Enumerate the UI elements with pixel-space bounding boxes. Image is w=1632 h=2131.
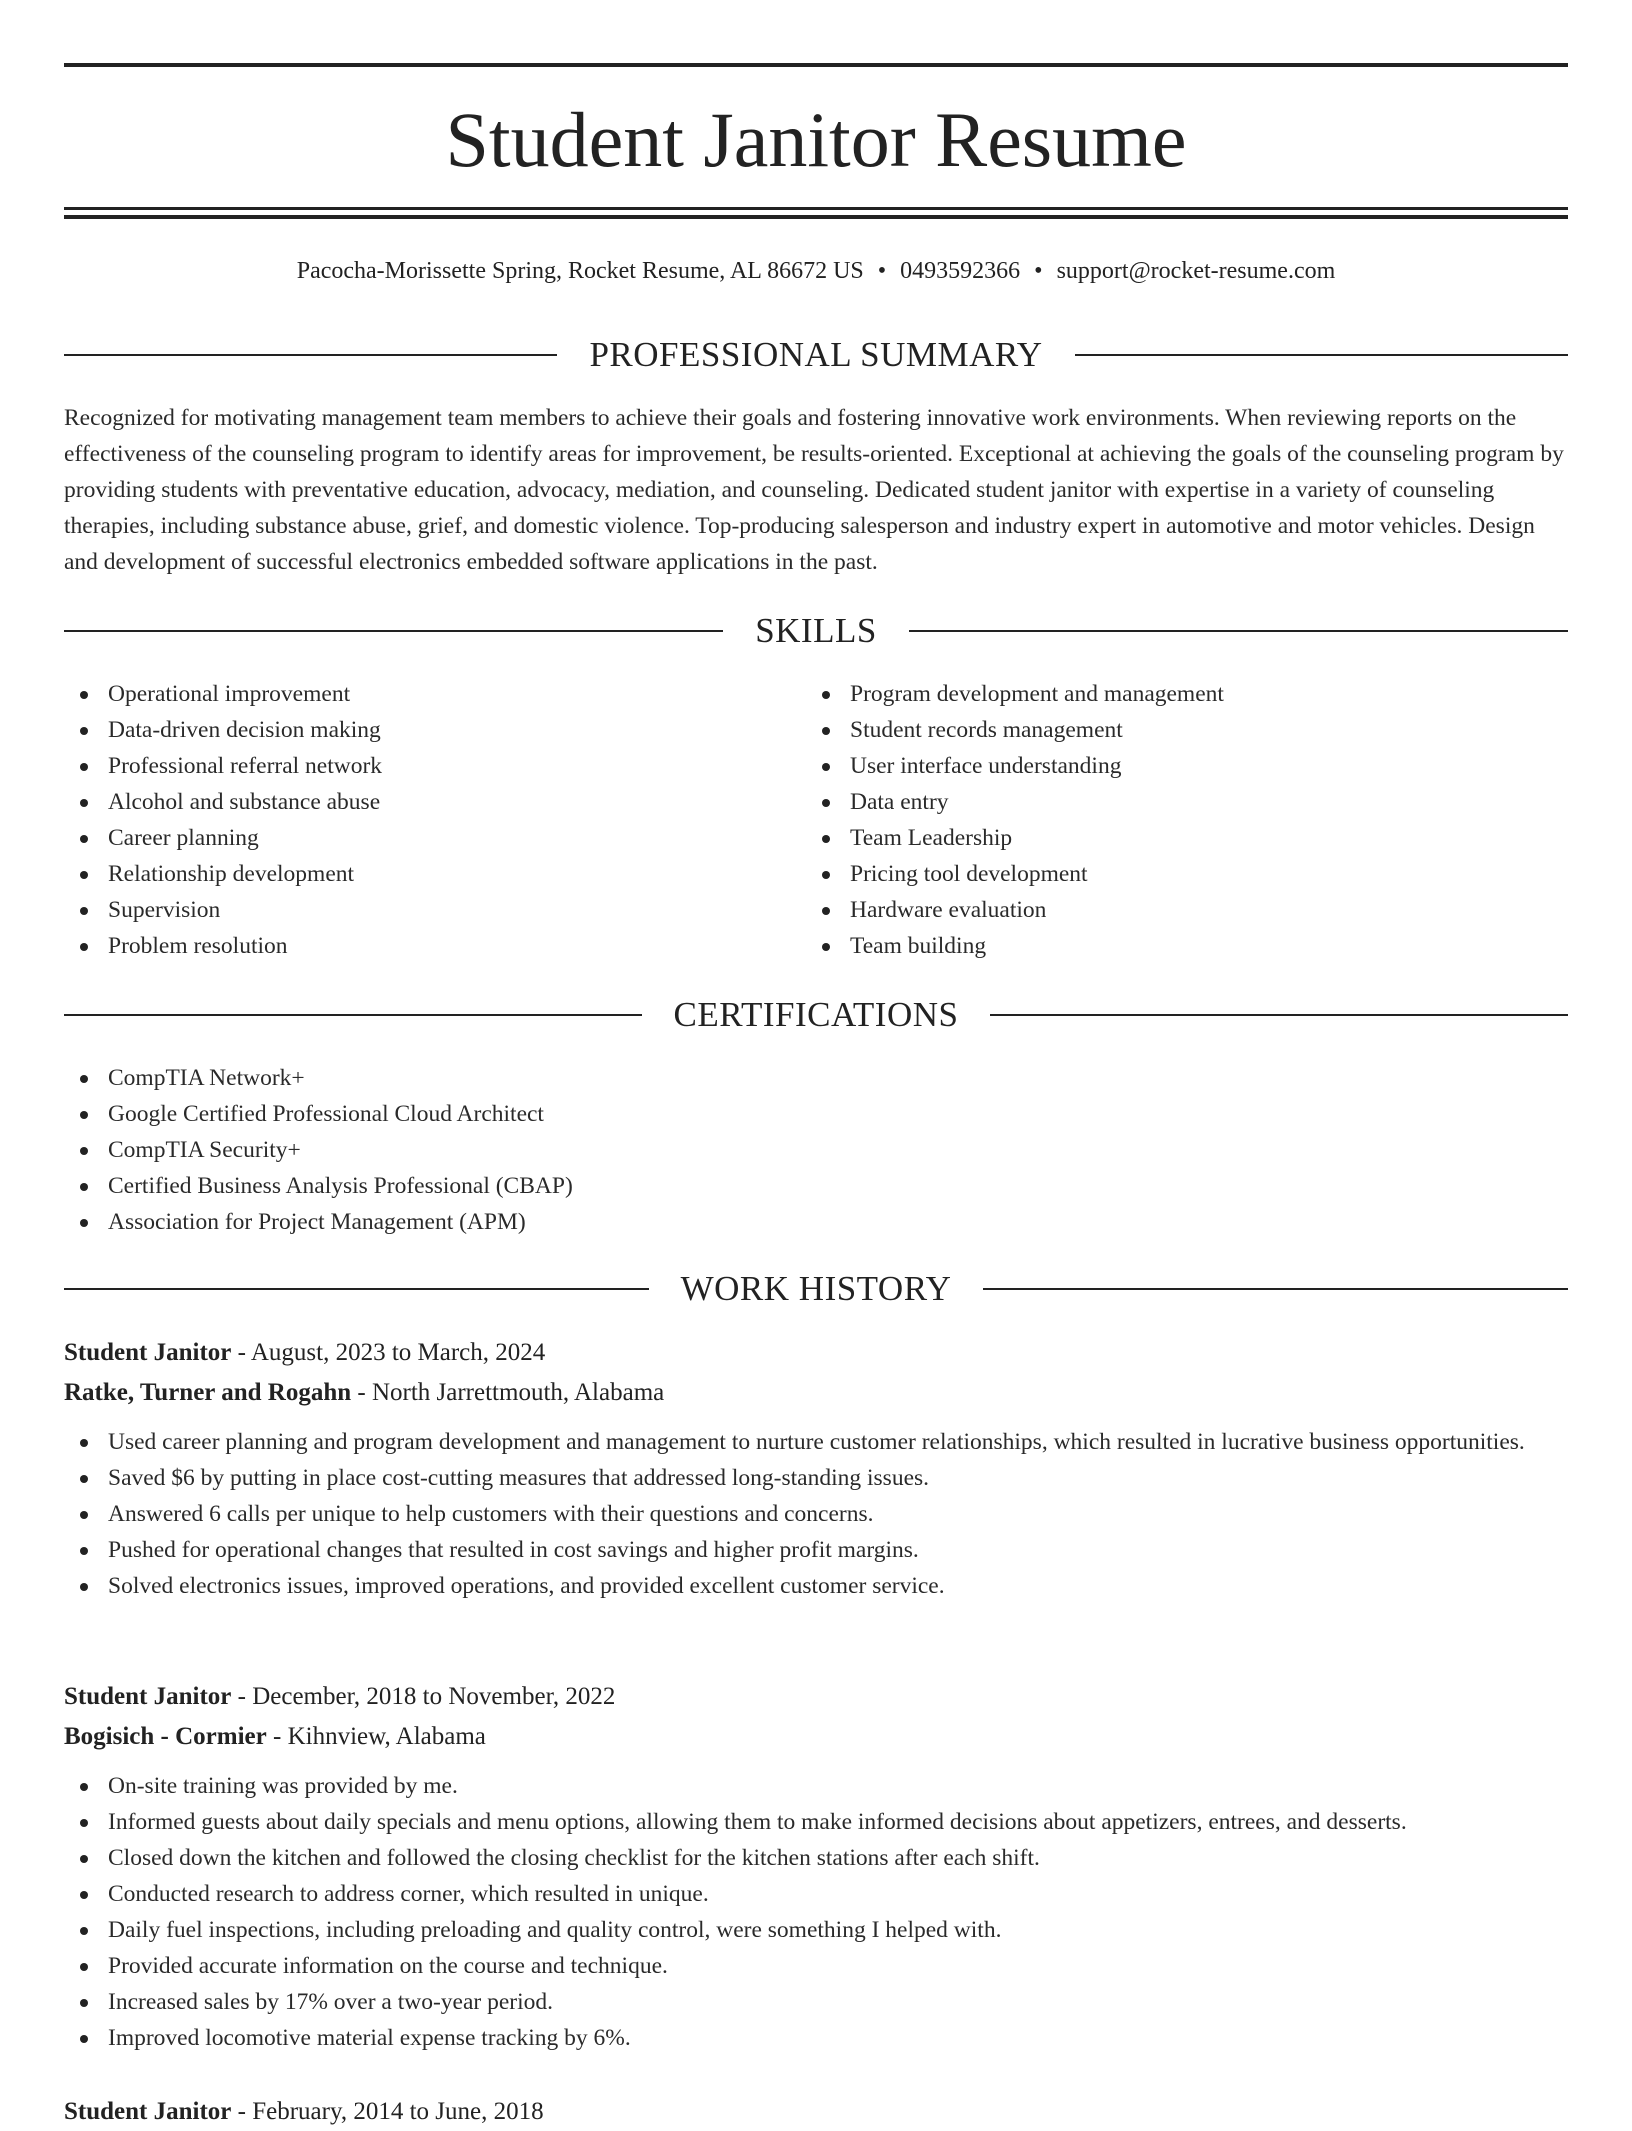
job-company-line: Bogisich - Cormier - Kihnview, Alabama [64, 1723, 486, 1750]
top-rule [64, 63, 1568, 67]
job-bullet: Provided accurate information on the course and technique. [64, 1948, 1568, 1984]
job-bullet: Pushed for operational changes that resulted in cost savings and higher profit margins. [64, 1532, 1568, 1568]
job-bullet: Improved locomotive material expense tracking by 6%. [64, 2020, 1568, 2056]
work-history-section-heading [64, 1267, 1568, 1311]
job-bullet: Closed down the kitchen and followed the closing checklist for the kitchen stations after each shift. [64, 1840, 1568, 1876]
skill-item: Supervision [64, 892, 804, 928]
resume-title: Student Janitor Resume [445, 96, 1187, 183]
skills-list-right [806, 676, 1546, 964]
heading-rule [909, 630, 1568, 632]
certifications-list [64, 1060, 1568, 1240]
job-bullets [64, 1424, 1568, 1604]
skill-item: Relationship development [64, 856, 804, 892]
contact-separator: • [1034, 258, 1043, 284]
job-title-line: Student Janitor - February, 2014 to June, 2018 [64, 2098, 544, 2125]
skill-item: Program development and management [806, 676, 1546, 712]
heading-rule [983, 1288, 1568, 1290]
job-title-line: Student Janitor - August, 2023 to March, 2024 [64, 1339, 546, 1366]
heading-rule [64, 630, 723, 632]
contact-email: support@rocket-resume.com [1056, 258, 1336, 284]
work-history-heading-label: WORK HISTORY [680, 1269, 952, 1308]
title-rule-lower [64, 215, 1568, 219]
contact-line [64, 254, 1568, 288]
skill-item: Professional referral network [64, 748, 804, 784]
title-rule-upper [64, 207, 1568, 210]
summary-heading-label: PROFESSIONAL SUMMARY [589, 335, 1043, 374]
contact-address: Pacocha-Morissette Spring, Rocket Resume, AL 86672 US [296, 258, 864, 284]
job-title: Student Janitor [64, 1683, 232, 1710]
skills-list-left [64, 676, 804, 964]
skill-item: Student records management [806, 712, 1546, 748]
job-entry [64, 1334, 1568, 1604]
job-bullet: Conducted research to address corner, which resulted in unique. [64, 1876, 1568, 1912]
job-dates: August, 2023 to March, 2024 [250, 1339, 546, 1366]
heading-rule [64, 354, 557, 356]
job-entry [64, 1678, 1568, 2056]
certifications-section-heading [64, 993, 1568, 1037]
certification-item: Certified Business Analysis Professional (CBAP) [64, 1168, 1568, 1204]
certification-item: CompTIA Security+ [64, 1132, 1568, 1168]
job-company-line: Ratke, Turner and Rogahn - North Jarrettmouth, Alabama [64, 1379, 665, 1406]
job-bullet: Daily fuel inspections, including preloading and quality control, were something I helped with. [64, 1912, 1568, 1948]
certification-item: Google Certified Professional Cloud Architect [64, 1096, 1568, 1132]
contact-phone: 0493592366 [900, 258, 1021, 284]
job-bullets [64, 1768, 1568, 2056]
job-bullet: On-site training was provided by me. [64, 1768, 1568, 1804]
summary-section-heading [64, 333, 1568, 377]
skills-heading-label: SKILLS [755, 611, 877, 650]
skill-item: Operational improvement [64, 676, 804, 712]
job-dates: February, 2014 to June, 2018 [252, 2098, 544, 2125]
job-bullet: Saved $6 by putting in place cost-cutting measures that addressed long-standing issues. [64, 1460, 1568, 1496]
skill-item: Problem resolution [64, 928, 804, 964]
job-location: Kihnview, Alabama [287, 1723, 486, 1750]
skill-item: Career planning [64, 820, 804, 856]
certification-item: Association for Project Management (APM) [64, 1204, 1568, 1240]
job-title-line: Student Janitor - December, 2018 to November, 2022 [64, 1683, 616, 1710]
job-entry [64, 2093, 1568, 2131]
skills-section-heading [64, 609, 1568, 653]
job-bullet: Solved electronics issues, improved operations, and provided excellent customer service. [64, 1568, 1568, 1604]
job-company: Ratke, Turner and Rogahn [64, 1379, 352, 1406]
job-dates: December, 2018 to November, 2022 [252, 1683, 616, 1710]
job-bullet: Answered 6 calls per unique to help customers with their questions and concerns. [64, 1496, 1568, 1532]
job-company: Bogisich - Cormier [64, 1723, 267, 1750]
skill-item: Pricing tool development [806, 856, 1546, 892]
job-title: Student Janitor [64, 2098, 232, 2125]
job-bullet: Used career planning and program development and management to nurture customer relationships, which resulted in lucrative business opportunities. [64, 1424, 1568, 1460]
skill-item: Data-driven decision making [64, 712, 804, 748]
contact-separator: • [877, 258, 887, 284]
heading-rule [64, 1288, 649, 1290]
skill-item: Alcohol and substance abuse [64, 784, 804, 820]
job-title: Student Janitor [64, 1339, 232, 1366]
skill-item: Team Leadership [806, 820, 1546, 856]
certification-item: CompTIA Network+ [64, 1060, 1568, 1096]
skill-item: Hardware evaluation [806, 892, 1546, 928]
skill-item: User interface understanding [806, 748, 1546, 784]
heading-rule [1075, 354, 1568, 356]
professional-summary-text: Recognized for motivating management team members to achieve their goals and fostering innovative work environments. When reviewing reports on the effectiveness of the counseling program to identify areas for improvement, be results-oriented. Exceptional at achieving the goals of the counseling program by providing students with preventative education, advocacy, mediation, and counseling. Dedicated student janitor with expertise in a variety of counseling therapies, including substance abuse, grief, and domestic violence. Top-producing salesperson and industry expert in automotive and motor vehicles. Design and development of successful electronics embedded software applications in the past. [64, 405, 1564, 575]
job-location: North Jarrettmouth, Alabama [371, 1379, 665, 1406]
heading-rule [64, 1014, 642, 1016]
heading-rule [990, 1014, 1568, 1016]
skill-item: Data entry [806, 784, 1546, 820]
skill-item: Team building [806, 928, 1546, 964]
certifications-heading-label: CERTIFICATIONS [673, 995, 959, 1034]
job-bullet: Informed guests about daily specials and menu options, allowing them to make informed decisions about appetizers, entrees, and desserts. [64, 1804, 1568, 1840]
job-bullet: Increased sales by 17% over a two-year period. [64, 1984, 1568, 2020]
